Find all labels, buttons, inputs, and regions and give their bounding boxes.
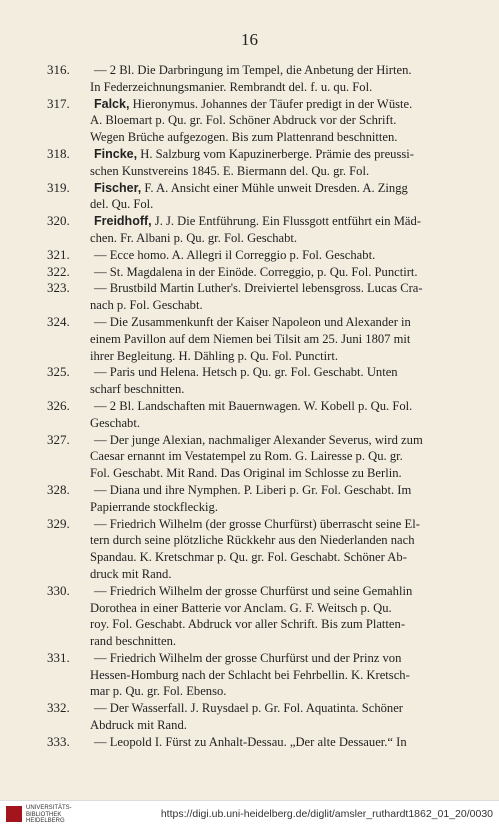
- entry-text-line: Dorothea in einer Batterie vor Anclam. G. F. Weitsch p. Qu.: [90, 600, 392, 615]
- catalog-entry: [0, 180, 499, 214]
- entry-number: 317.: [47, 95, 70, 111]
- entry-text-line: ihrer Begleitung. H. Dähling p. Qu. Fol. Punctirt.: [90, 348, 339, 363]
- source-url-link[interactable]: https://digi.ub.uni-heidelberg.de/diglit/amsler_ruthardt1862_01_20/0030: [160, 808, 493, 820]
- logo-line-2: BIBLIOTHEK: [26, 811, 62, 818]
- footer-bar: [0, 800, 499, 828]
- catalog-entry: [0, 734, 499, 751]
- entry-text-line: — Der Wasserfall. J. Ruysdael p. Gr. Fol. Aquatinta. Schöner: [94, 701, 404, 716]
- entry-text-line: Hessen-Homburg nach der Schlacht bei Fehrbellin. K. Kretsch-: [90, 667, 410, 682]
- entry-number: 322.: [47, 263, 70, 279]
- entry-text-line: Caesar ernannt im Vestatempel zu Rom. G. Lairesse p. Qu. gr.: [90, 449, 403, 464]
- entry-number: 326.: [47, 397, 70, 413]
- entry-number: 330.: [47, 582, 70, 598]
- entry-text-line: — Die Zusammenkunft der Kaiser Napoleon und Alexander in: [94, 314, 411, 329]
- catalog-entry: [0, 264, 499, 281]
- entry-number: 320.: [47, 213, 70, 229]
- catalog-entries: [0, 62, 499, 751]
- entry-text-line: [94, 213, 484, 230]
- entry-text: H. Salzburg vom Kapuzinerberge. Prämie des preussi-: [137, 146, 414, 161]
- catalog-entry: [0, 247, 499, 264]
- entry-text-line: Spandau. K. Kretschmar p. Qu. gr. Fol. Geschabt. Schöner Ab-: [90, 550, 407, 565]
- entry-text-line: rand beschnitten.: [90, 634, 177, 649]
- entry-text-line: Abdruck mit Rand.: [90, 718, 187, 733]
- entry-text-line: A. Bloemart p. Qu. gr. Fol. Schöner Abdruck vor der Schrift.: [90, 113, 397, 128]
- entry-text-line: Geschabt.: [90, 415, 141, 430]
- entry-text-line: — Paris und Helena. Hetsch p. Qu. gr. Fol. Geschabt. Unten: [94, 365, 398, 380]
- entry-text-line: — Friedrich Wilhelm der grosse Churfürst und seine Gemahlin: [94, 583, 413, 598]
- artist-name: Fincke,: [94, 146, 138, 161]
- entry-text-line: [94, 146, 484, 163]
- entry-number: 331.: [47, 649, 70, 665]
- entry-text-line: roy. Fol. Geschabt. Abdruck vor aller Schrift. Bis zum Platten-: [90, 617, 406, 632]
- entry-text-line: nach p. Fol. Geschabt.: [90, 298, 203, 313]
- entry-text-line: Papierrande stockfleckig.: [90, 499, 218, 514]
- library-logo-icon: [6, 806, 22, 822]
- entry-text-line: — Friedrich Wilhelm (der grosse Churfürst) überrascht seine El-: [94, 516, 420, 531]
- entry-text-line: [94, 180, 484, 197]
- entry-text-line: einem Pavillon auf dem Niemen bei Tilsit am 25. Juni 1807 mit: [90, 331, 411, 346]
- entry-number: 327.: [47, 431, 70, 447]
- entry-text-line: schen Kunstvereins 1845. E. Biermann del. Qu. gr. Fol.: [90, 163, 370, 178]
- entry-text-line: chen. Fr. Albani p. Qu. gr. Fol. Geschabt.: [90, 230, 298, 245]
- entry-number: 329.: [47, 515, 70, 531]
- entry-number: 328.: [47, 481, 70, 497]
- catalog-entry: [0, 700, 499, 734]
- catalog-entry: [0, 583, 499, 650]
- entry-number: 333.: [47, 733, 70, 749]
- catalog-entry: [0, 62, 499, 96]
- entry-number: 324.: [47, 313, 70, 329]
- catalog-entry: [0, 96, 499, 146]
- catalog-entry: [0, 398, 499, 432]
- entry-text: Hieronymus. Johannes der Täufer predigt in der Wüste.: [129, 96, 413, 111]
- entry-text-line: Wegen Brüche aufgezogen. Bis zum Plattenrand beschnitten.: [90, 130, 398, 145]
- entry-text-line: — Friedrich Wilhelm der grosse Churfürst und der Prinz von: [94, 650, 402, 665]
- entry-text-line: — Der junge Alexian, nachmaliger Alexander Severus, wird zum: [94, 432, 423, 447]
- entry-text-line: — 2 Bl. Die Darbringung im Tempel, die Anbetung der Hirten.: [94, 63, 412, 77]
- catalog-entry: [0, 280, 499, 314]
- catalog-entry: [0, 364, 499, 398]
- catalog-entry: [0, 482, 499, 516]
- logo-line-3: HEIDELBERG: [26, 818, 65, 824]
- entry-text-line: druck mit Rand.: [90, 566, 172, 581]
- entry-text-line: mar p. Qu. gr. Fol. Ebenso.: [90, 684, 227, 699]
- entry-text-line: — Diana und ihre Nymphen. P. Liberi p. Gr. Fol. Geschabt. Im: [94, 482, 412, 497]
- entry-number: 323.: [47, 280, 70, 296]
- entry-text-line: [94, 96, 484, 113]
- catalog-entry: [0, 314, 499, 364]
- entry-number: 316.: [47, 62, 70, 77]
- artist-name: Falck,: [94, 96, 130, 111]
- logo-line-1: UNIVERSITÄTS-: [26, 805, 72, 811]
- entry-text-line: tern durch seine plötzliche Rückkehr aus den Niederlanden nach: [90, 533, 415, 548]
- entry-text-line: — Leopold I. Fürst zu Anhalt-Dessau. „Der alte Dessauer.“ In: [94, 734, 407, 749]
- entry-text: J. J. Die Entführung. Ein Flussgott entführt ein Mäd-: [151, 214, 421, 229]
- artist-name: Fischer,: [94, 180, 142, 195]
- catalog-entry: [0, 516, 499, 583]
- artist-name: Freidhoff,: [94, 214, 152, 229]
- entry-text-line: Fol. Geschabt. Mit Rand. Das Original im Schlosse zu Berlin.: [90, 466, 402, 481]
- entry-number: 319.: [47, 179, 70, 195]
- catalog-entry: [0, 650, 499, 700]
- catalog-entry: [0, 432, 499, 482]
- entry-text-line: — Ecce homo. A. Allegri il Correggio p. Fol. Geschabt.: [94, 247, 376, 262]
- entry-text: F. A. Ansicht einer Mühle unweit Dresden. A. Zingg: [141, 180, 408, 195]
- catalog-entry: [0, 213, 499, 247]
- entry-text-line: — St. Magdalena in der Einöde. Correggio, p. Qu. Fol. Punctirt.: [94, 264, 418, 279]
- entry-text-line: scharf beschnitten.: [90, 382, 185, 397]
- entry-text-line: — 2 Bl. Landschaften mit Bauernwagen. W. Kobell p. Qu. Fol.: [94, 398, 413, 413]
- entry-number: 318.: [47, 145, 70, 161]
- entry-text-line: del. Qu. Fol.: [90, 197, 154, 212]
- entry-text-line: — Brustbild Martin Luther's. Dreiviertel lebensgross. Lucas Cra-: [94, 281, 423, 296]
- entry-number: 325.: [47, 364, 70, 380]
- catalog-entry: [0, 146, 499, 180]
- entry-text-line: In Federzeichnungsmanier. Rembrandt del. f. u. qu. Fol.: [90, 79, 373, 94]
- page-number: 16: [241, 30, 258, 49]
- entry-number: 321.: [47, 246, 70, 262]
- library-logo-text: [26, 805, 116, 825]
- entry-number: 332.: [47, 700, 70, 716]
